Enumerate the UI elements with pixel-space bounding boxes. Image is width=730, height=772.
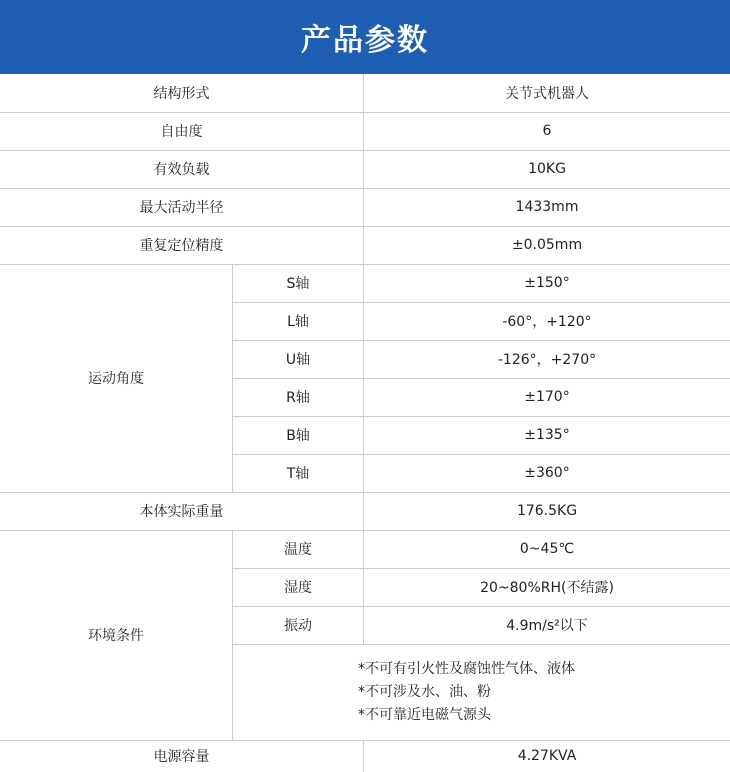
- divider: [0, 740, 730, 741]
- row-label: 自由度: [160, 124, 203, 140]
- divider: [0, 226, 730, 227]
- env-item-name: 湿度: [284, 580, 312, 596]
- axis-value: -60°，+120°: [502, 314, 592, 330]
- row-value: 关节式机器人: [505, 86, 589, 102]
- env-item-name: 温度: [284, 542, 312, 558]
- row-label: 重复定位精度: [139, 238, 224, 254]
- divider: [233, 302, 730, 303]
- divider: [0, 112, 730, 113]
- axis-value: ±360°: [524, 465, 570, 481]
- axis-value: ±170°: [524, 389, 570, 405]
- row-label: 最大活动半径: [139, 200, 224, 216]
- row-value: 10KG: [528, 161, 566, 177]
- power-value: 4.27KVA: [517, 748, 577, 764]
- env-item-value: 20~80%RH(不结露): [480, 580, 614, 596]
- divider: [0, 188, 730, 189]
- divider: [233, 568, 730, 569]
- env-item-value: 0~45℃: [519, 541, 575, 557]
- divider: [0, 530, 730, 531]
- divider: [363, 740, 364, 772]
- row-value: ±0.05mm: [511, 237, 583, 253]
- page-title: 产品参数: [301, 23, 429, 58]
- axis-name: S轴: [286, 276, 310, 292]
- divider: [233, 644, 730, 645]
- note-line: *不可涉及水、油、粉: [358, 683, 491, 700]
- axis-value: ±150°: [524, 275, 570, 291]
- divider: [233, 340, 730, 341]
- axis-name: T轴: [286, 466, 310, 482]
- motion-label: 运动角度: [88, 371, 144, 387]
- row-value: 6: [542, 123, 552, 139]
- weight-value: 176.5KG: [516, 503, 578, 519]
- row-value: 1433mm: [515, 199, 579, 215]
- divider: [363, 74, 364, 644]
- row-label: 有效负载: [153, 162, 210, 178]
- weight-label: 本体实际重量: [139, 504, 224, 520]
- axis-value: -126°，+270°: [497, 352, 597, 368]
- axis-value: ±135°: [524, 427, 570, 443]
- divider: [233, 606, 730, 607]
- note-line: *不可有引火性及腐蚀性气体、液体: [358, 660, 575, 677]
- divider: [0, 492, 730, 493]
- axis-name: U轴: [285, 352, 311, 368]
- divider: [0, 150, 730, 151]
- divider: [233, 378, 730, 379]
- env-item-name: 振动: [284, 618, 312, 634]
- note-line: *不可靠近电磁气源头: [358, 706, 491, 723]
- axis-name: R轴: [286, 390, 310, 406]
- divider: [232, 530, 233, 740]
- divider: [0, 264, 730, 265]
- divider: [233, 454, 730, 455]
- header-bar: [0, 0, 730, 74]
- env-item-value: 4.9m/s²以下: [506, 618, 588, 634]
- row-label: 结构形式: [153, 86, 210, 102]
- divider: [233, 416, 730, 417]
- axis-name: B轴: [286, 428, 310, 444]
- environment-notes: [233, 644, 730, 740]
- environment-label: 环境条件: [88, 628, 144, 644]
- power-label: 电源容量: [153, 749, 210, 765]
- axis-name: L轴: [287, 314, 309, 330]
- divider: [232, 264, 233, 492]
